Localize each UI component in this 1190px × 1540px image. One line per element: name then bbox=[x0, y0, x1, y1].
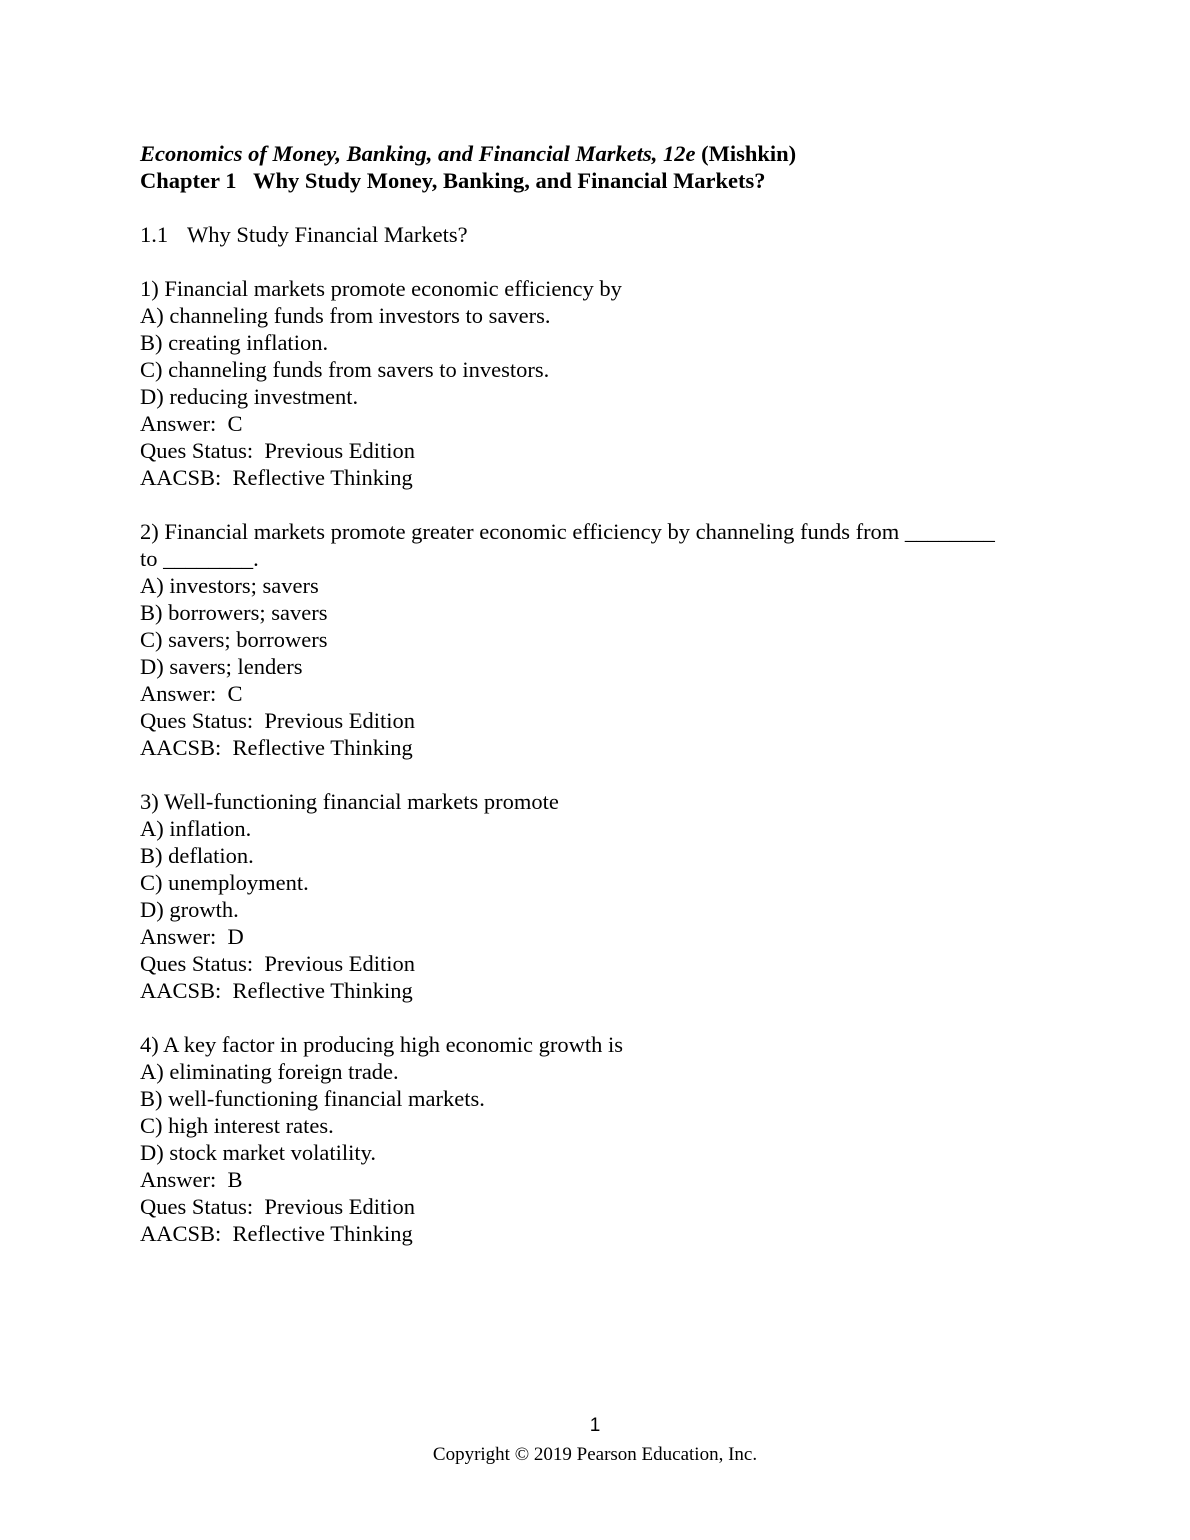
section-heading bbox=[140, 221, 1060, 248]
spacer bbox=[140, 194, 1060, 221]
question-block bbox=[140, 275, 1060, 491]
spacer bbox=[140, 491, 1060, 518]
answer-option: D) stock market volatility. bbox=[140, 1140, 376, 1165]
question-status: Ques Status: Previous Edition bbox=[140, 1194, 415, 1219]
answer-option: C) unemployment. bbox=[140, 870, 309, 895]
question-status: Ques Status: Previous Edition bbox=[140, 708, 415, 733]
answer-option: A) channeling funds from investors to savers. bbox=[140, 303, 551, 328]
answer-option: C) channeling funds from savers to investors. bbox=[140, 357, 550, 382]
section-number: 1.1 bbox=[140, 222, 169, 247]
spacer bbox=[140, 248, 1060, 275]
spacer bbox=[140, 1004, 1060, 1031]
spacer bbox=[140, 761, 1060, 788]
aacsb-tag: AACSB: Reflective Thinking bbox=[140, 735, 413, 760]
question-stem: 3) Well-functioning financial markets promote bbox=[140, 789, 559, 814]
answer-option: D) growth. bbox=[140, 897, 239, 922]
section-title: Why Study Financial Markets? bbox=[187, 222, 468, 247]
answer-option: C) high interest rates. bbox=[140, 1113, 334, 1138]
chapter-label: Chapter 1 bbox=[140, 168, 237, 193]
book-title-line bbox=[140, 140, 1060, 167]
answer-option: B) creating inflation. bbox=[140, 330, 329, 355]
question-status: Ques Status: Previous Edition bbox=[140, 438, 415, 463]
question-status: Ques Status: Previous Edition bbox=[140, 951, 415, 976]
question-block bbox=[140, 1031, 1060, 1247]
question-stem: 4) A key factor in producing high economic growth is bbox=[140, 1032, 624, 1057]
answer-option: D) reducing investment. bbox=[140, 384, 359, 409]
answer-option: B) borrowers; savers bbox=[140, 600, 328, 625]
question-stem: 2) Financial markets promote greater economic efficiency by channeling funds from ________ bbox=[140, 519, 995, 544]
correct-answer: Answer: C bbox=[140, 681, 243, 706]
aacsb-tag: AACSB: Reflective Thinking bbox=[140, 978, 413, 1003]
page-number: 1 bbox=[589, 1415, 601, 1436]
chapter-title: Why Study Money, Banking, and Financial Markets? bbox=[252, 168, 766, 193]
answer-option: A) inflation. bbox=[140, 816, 252, 841]
answer-option: D) savers; lenders bbox=[140, 654, 303, 679]
question-stem: 1) Financial markets promote economic efficiency by bbox=[140, 276, 622, 301]
correct-answer: Answer: B bbox=[140, 1167, 243, 1192]
question-block bbox=[140, 518, 1060, 761]
book-title: Economics of Money, Banking, and Financial Markets, 12e bbox=[140, 141, 696, 166]
page-content bbox=[140, 140, 1060, 1247]
correct-answer: Answer: C bbox=[140, 411, 243, 436]
answer-option: A) investors; savers bbox=[140, 573, 319, 598]
copyright-notice: Copyright © 2019 Pearson Education, Inc. bbox=[432, 1444, 758, 1465]
question-stem-continued: to ________. bbox=[140, 546, 259, 571]
answer-option: A) eliminating foreign trade. bbox=[140, 1059, 399, 1084]
question-block bbox=[140, 788, 1060, 1004]
aacsb-tag: AACSB: Reflective Thinking bbox=[140, 465, 413, 490]
answer-option: B) deflation. bbox=[140, 843, 254, 868]
question-list bbox=[140, 248, 1060, 1247]
answer-option: C) savers; borrowers bbox=[140, 627, 328, 652]
author: (Mishkin) bbox=[701, 141, 797, 166]
answer-option: B) well-functioning financial markets. bbox=[140, 1086, 485, 1111]
correct-answer: Answer: D bbox=[140, 924, 244, 949]
chapter-heading bbox=[140, 167, 1060, 194]
aacsb-tag: AACSB: Reflective Thinking bbox=[140, 1221, 413, 1246]
